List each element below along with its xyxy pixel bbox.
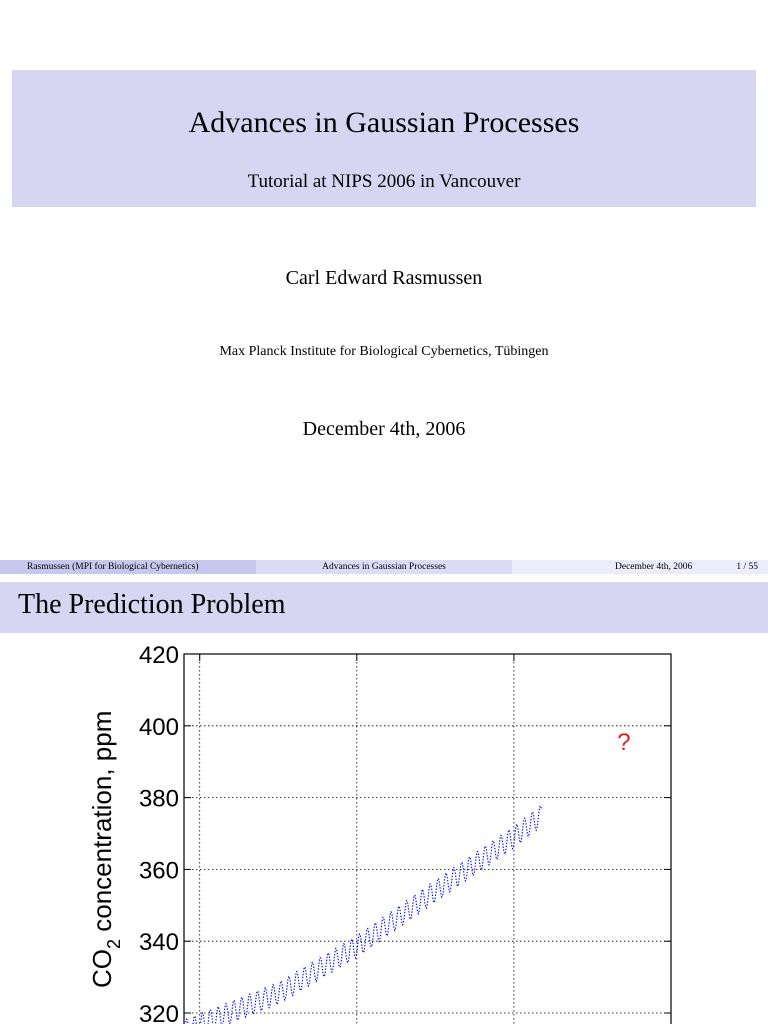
chart-grid	[184, 654, 671, 1024]
footer-date-segment	[512, 560, 768, 574]
y-axis-label	[87, 711, 124, 988]
footer-title-segment	[256, 560, 512, 574]
question-mark-annotation: ?	[617, 728, 631, 756]
y-tick-label: 340	[138, 929, 179, 957]
presentation-date: December 4th, 2006	[302, 418, 466, 440]
y-tick-label: 360	[138, 857, 179, 885]
footer-page-number: 1 / 55	[736, 562, 758, 572]
footer-author: Rasmussen (MPI for Biological Cybernetics)	[27, 562, 199, 572]
y-tick-label: 420	[138, 642, 179, 669]
co2-chart	[0, 633, 768, 1024]
chart-series-layer	[184, 806, 541, 1024]
author-name: Carl Edward Rasmussen	[285, 267, 483, 289]
footer-author-segment	[0, 560, 256, 574]
y-tick-label: 380	[138, 785, 179, 813]
footer-date: December 4th, 2006	[615, 562, 693, 572]
co2-series-line	[184, 806, 541, 1024]
y-tick-label: 400	[138, 713, 179, 741]
chart-annotations	[617, 729, 630, 756]
frame-title: The Prediction Problem	[18, 589, 286, 620]
y-axis-label-subscript: 2	[104, 938, 124, 949]
slide-footer	[0, 560, 768, 574]
footer-title: Advances in Gaussian Processes	[322, 562, 446, 572]
y-tick-label: 320	[138, 1001, 179, 1024]
y-axis-label-rest: concentration, ppm	[87, 710, 117, 939]
author-institute: Max Planck Institute for Biological Cybernetics, Tübingen	[219, 344, 549, 359]
y-axis-ticks	[139, 642, 671, 1024]
plot-frame	[184, 654, 671, 1024]
presentation-subtitle: Tutorial at NIPS 2006 in Vancouver	[247, 171, 521, 192]
presentation-title: Advances in Gaussian Processes	[188, 106, 580, 139]
y-axis-label-main: CO	[87, 949, 117, 988]
